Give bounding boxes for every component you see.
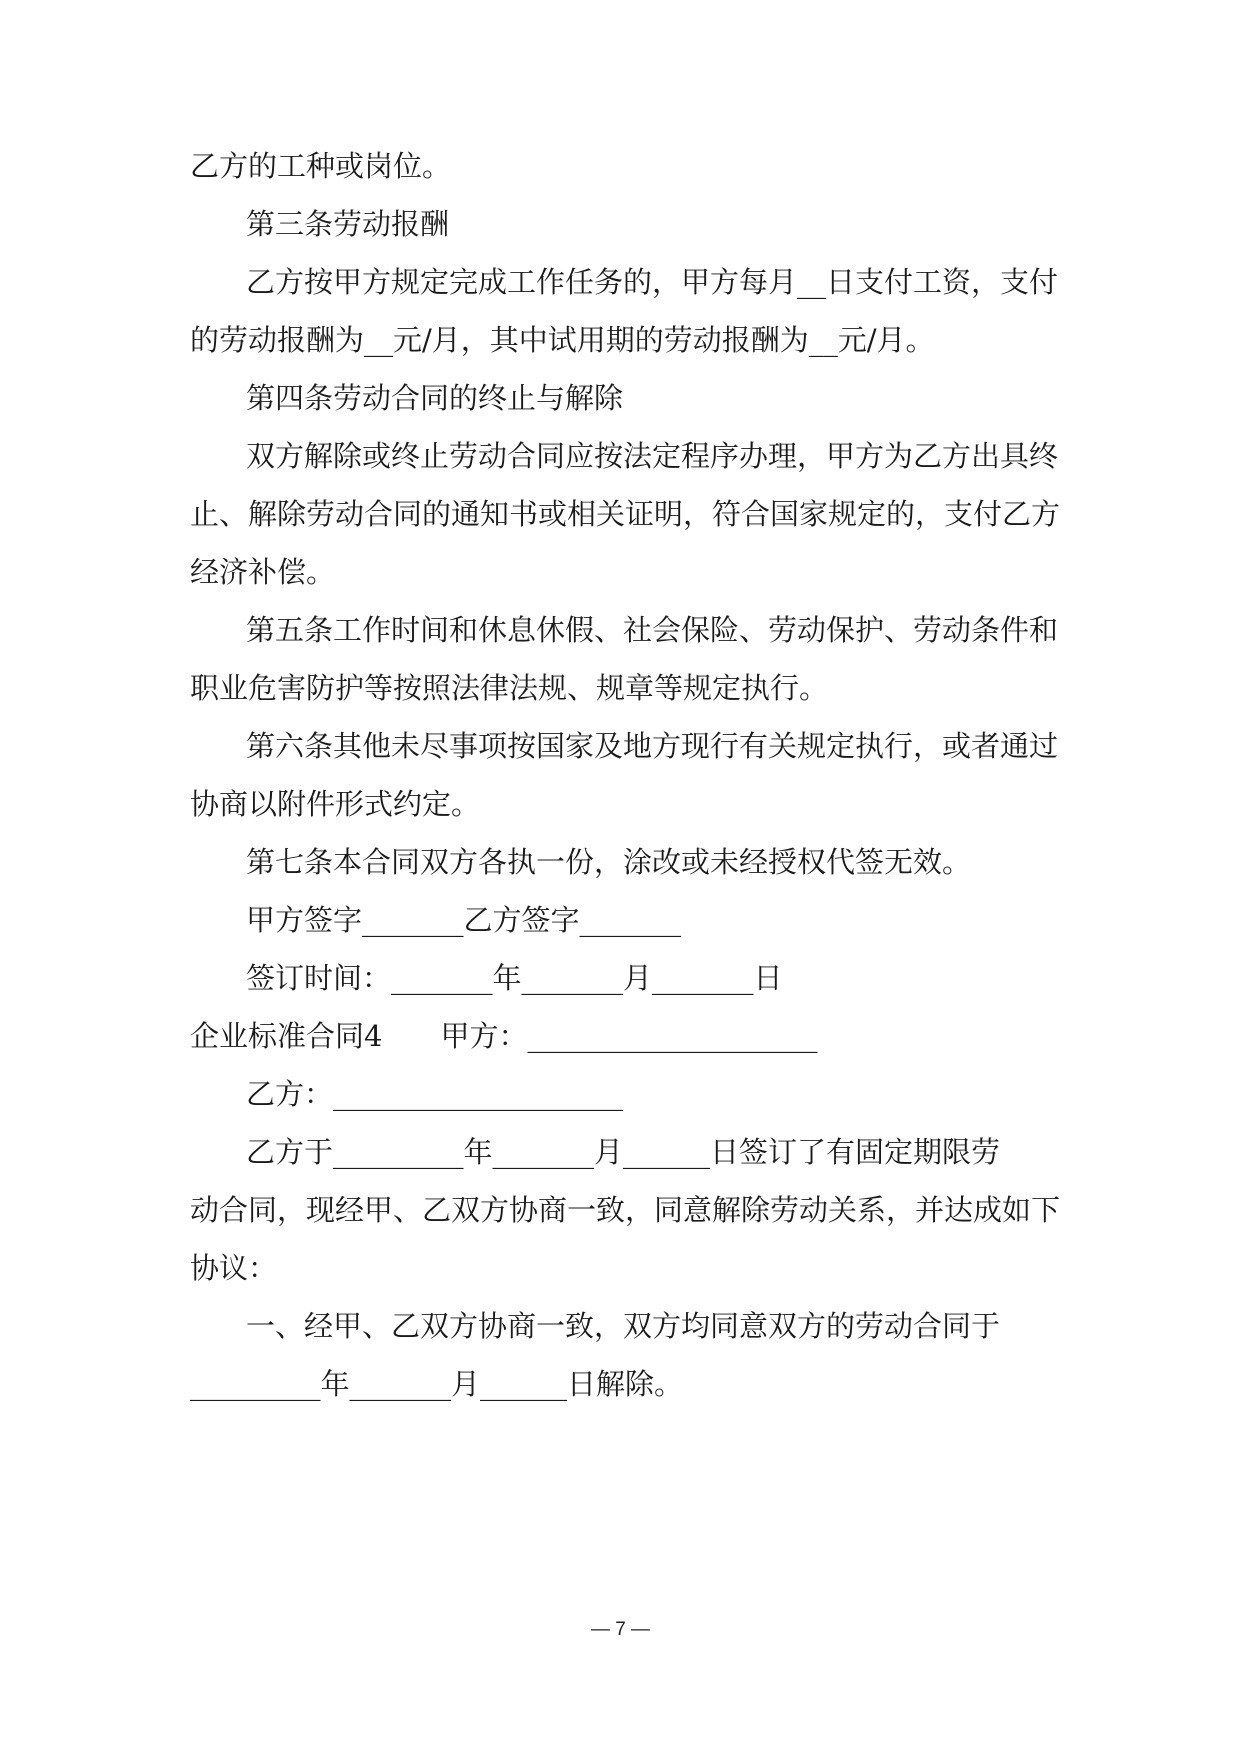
text-line: 协议： bbox=[190, 1251, 278, 1285]
text-line: 止、解除劳动合同的通知书或相关证明，符合国家规定的，支付乙方 bbox=[190, 497, 1061, 531]
signing-date-line: 签订时间：_______年_______月_______日 bbox=[246, 961, 783, 995]
text-line: 第五条工作时间和休息休假、社会保险、劳动保护、劳动条件和 bbox=[246, 613, 1059, 647]
text-line: 的劳动报酬为__元/月，其中试用期的劳动报酬为__元/月。 bbox=[190, 323, 935, 357]
section-heading: 第三条劳动报酬 bbox=[246, 207, 450, 241]
text-line: 一、经甲、乙双方协商一致，双方均同意双方的劳动合同于 bbox=[246, 1309, 1001, 1343]
text-line: 双方解除或终止劳动合同应按法定程序办理，甲方为乙方出具终 bbox=[246, 439, 1059, 473]
text-line: 动合同，现经甲、乙双方协商一致，同意解除劳动关系，并达成如下 bbox=[190, 1193, 1061, 1227]
page-number: — 7 — bbox=[590, 1619, 651, 1640]
text-line: 协商以附件形式约定。 bbox=[190, 787, 481, 821]
text-line: 乙方的工种或岗位。 bbox=[190, 149, 452, 183]
party-b-line: 乙方：____________________ bbox=[246, 1077, 624, 1111]
text-line: 职业危害防护等按照法律法规、规章等规定执行。 bbox=[190, 671, 829, 705]
signature-line: 甲方签字_______乙方签字_______ bbox=[246, 903, 682, 937]
text-line: 第七条本合同双方各执一份，涂改或未经授权代签无效。 bbox=[246, 845, 972, 879]
text-line: _________年_______月______日解除。 bbox=[190, 1367, 684, 1401]
section-heading: 第四条劳动合同的终止与解除 bbox=[246, 381, 624, 415]
text-line: 经济补偿。 bbox=[190, 555, 336, 589]
text-line: 乙方按甲方规定完成工作任务的，甲方每月__日支付工资，支付 bbox=[246, 265, 1059, 299]
text-line: 第六条其他未尽事项按国家及地方现行有关规定执行，或者通过 bbox=[246, 729, 1059, 763]
contract-heading-line: 企业标准合同4 甲方：____________________ bbox=[190, 1019, 818, 1053]
text-line: 乙方于_________年_______月______日签订了有固定期限劳 bbox=[246, 1135, 1001, 1169]
